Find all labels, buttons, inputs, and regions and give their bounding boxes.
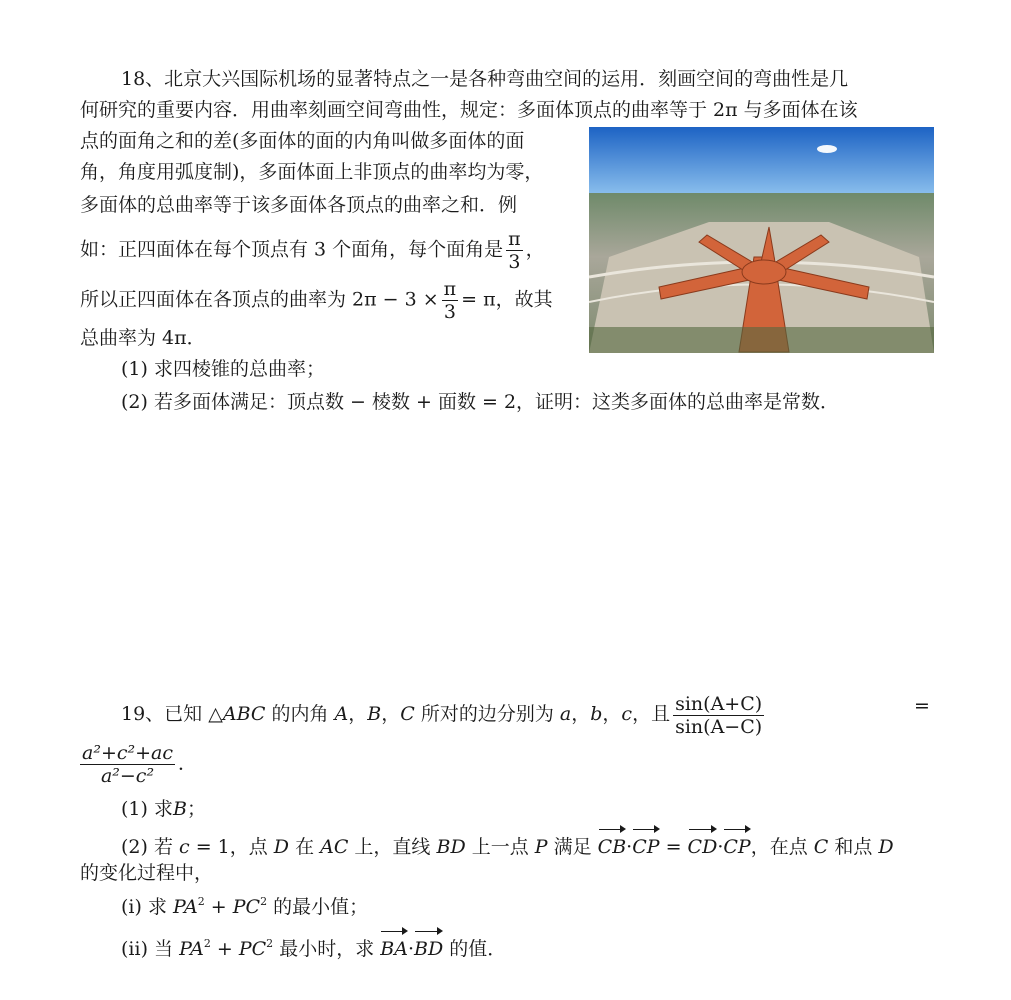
exponent: 2	[260, 895, 268, 908]
airport-aerial-photo	[589, 127, 934, 353]
sides-ratio-fraction	[80, 742, 175, 787]
var-B: B	[172, 798, 187, 820]
p18-line1: 18、北京大兴国际机场的显著特点之一是各种弯曲空间的运用．刻画空间的弯曲性是几	[121, 68, 849, 90]
p18-line2: 何研究的重要内容．用曲率刻画空间弯曲性，规定：多面体顶点的曲率等于 2π 与多面体在该	[80, 99, 858, 121]
p18-line6	[80, 228, 545, 273]
segment-AC: AC	[320, 836, 349, 858]
var-D: D	[878, 836, 894, 858]
comma: ，	[571, 703, 591, 725]
vector-CP: CP	[723, 826, 750, 862]
fraction-denominator: a²−c²	[80, 764, 175, 787]
fraction-denominator: sin(A−C)	[675, 715, 763, 738]
triangle-abc: ABC	[222, 703, 266, 725]
p19-equals: =	[914, 695, 930, 717]
text: 上，直线	[348, 836, 437, 858]
vector-CD: CD	[688, 826, 718, 862]
p19-question2-cont: 的变化过程中，	[80, 862, 214, 884]
text: 所对的边分别为	[414, 703, 560, 725]
var-D: D	[273, 836, 290, 858]
text: ，且	[632, 703, 671, 725]
var-C: C	[400, 703, 415, 725]
comma: ，	[381, 703, 401, 725]
p19-question2	[121, 826, 894, 862]
vector-BD: BD	[414, 928, 443, 964]
period: ．	[178, 752, 198, 775]
comma: ，	[348, 703, 368, 725]
var-P: P	[534, 836, 548, 858]
var-C: C	[813, 836, 829, 858]
text: 在	[289, 836, 321, 858]
greenery	[589, 327, 934, 353]
p18-line5: 多面体的总曲率等于该多面体各顶点的曲率之和．例	[80, 194, 518, 216]
dot-operator: ·	[626, 836, 633, 858]
fraction-denominator: 3	[506, 250, 523, 273]
p18-line4: 角，角度用弧度制)，多面体面上非顶点的曲率均为零，	[80, 161, 544, 183]
comma: ，	[602, 703, 622, 725]
segment-PA: PA	[179, 938, 204, 960]
text: ；	[186, 798, 206, 820]
sky	[589, 127, 934, 197]
var-b: b	[590, 703, 603, 725]
cloud	[817, 145, 837, 153]
text: 和点	[828, 836, 879, 858]
fraction-numerator: a²+c²+ac	[82, 742, 174, 764]
text: 满足	[547, 836, 598, 858]
var-B: B	[367, 703, 382, 725]
text: 最小时，求	[273, 938, 381, 960]
line-BD: BD	[436, 836, 466, 858]
vector-BA: BA	[380, 928, 408, 964]
segment-PC: PC	[238, 938, 267, 960]
p19-subquestion-ii	[121, 928, 506, 964]
fraction-numerator: π	[508, 228, 521, 250]
text: (ⅰ) 求	[121, 896, 173, 918]
p18-question2: (2) 若多面体满足：顶点数 − 棱数 + 面数 = 2，证明：这类多面体的总曲率是常数．	[121, 391, 840, 413]
text: (ⅱ) 当	[121, 938, 180, 960]
vector-CP: CP	[632, 826, 659, 862]
segment-PC: PC	[232, 896, 261, 918]
text: 的最小值；	[267, 896, 369, 918]
p19-line1	[121, 690, 767, 738]
dot-operator: ·	[407, 938, 414, 960]
fraction-numerator: π	[443, 278, 457, 300]
text: ，在点	[750, 836, 814, 858]
segment-PA: PA	[172, 896, 198, 918]
p19-number: 19、已知 △	[121, 703, 223, 725]
text: = 1，点	[189, 836, 274, 858]
text: (1) 求	[121, 798, 173, 820]
p19-question1	[121, 796, 206, 822]
var-a: a	[559, 703, 572, 725]
sine-ratio-fraction	[673, 693, 764, 738]
text: 上一点	[465, 836, 535, 858]
p18-line7	[80, 278, 553, 323]
exponent: 2	[197, 895, 205, 908]
plus: +	[210, 938, 239, 960]
pi-over-3-fraction	[442, 278, 459, 323]
p19-line2	[80, 742, 197, 787]
var-c: c	[179, 836, 190, 858]
exponent: 2	[266, 937, 274, 950]
pi-over-3-fraction	[506, 228, 523, 273]
dot-operator: ·	[717, 836, 724, 858]
fraction-denominator: 3	[442, 300, 459, 323]
exponent: 2	[203, 937, 211, 950]
var-A: A	[334, 703, 349, 725]
p18-line6-text: 如：正四面体在每个顶点有 3 个面角，每个面角是	[80, 238, 504, 261]
p18-line6-end: ，	[525, 238, 545, 261]
p18-question1: (1) 求四棱锥的总曲率；	[121, 358, 325, 380]
p18-line8: 总曲率为 4π．	[80, 327, 206, 349]
var-c: c	[621, 703, 633, 725]
text: 的值．	[443, 938, 507, 960]
text: 的内角	[265, 703, 335, 725]
vector-CB: CB	[598, 826, 627, 862]
equals: =	[659, 836, 688, 858]
p19-subquestion-i	[121, 894, 368, 920]
p18-line7-end: = π，故其	[461, 288, 553, 311]
text: (2) 若	[121, 836, 179, 858]
p18-line3: 点的面角之和的差(多面体的面的内角叫做多面体的面	[80, 130, 525, 152]
p18-line7-text: 所以正四面体在各顶点的曲率为 2π − 3 ×	[80, 288, 439, 311]
fraction-numerator: sin(A+C)	[675, 692, 763, 715]
plus: +	[204, 896, 233, 918]
